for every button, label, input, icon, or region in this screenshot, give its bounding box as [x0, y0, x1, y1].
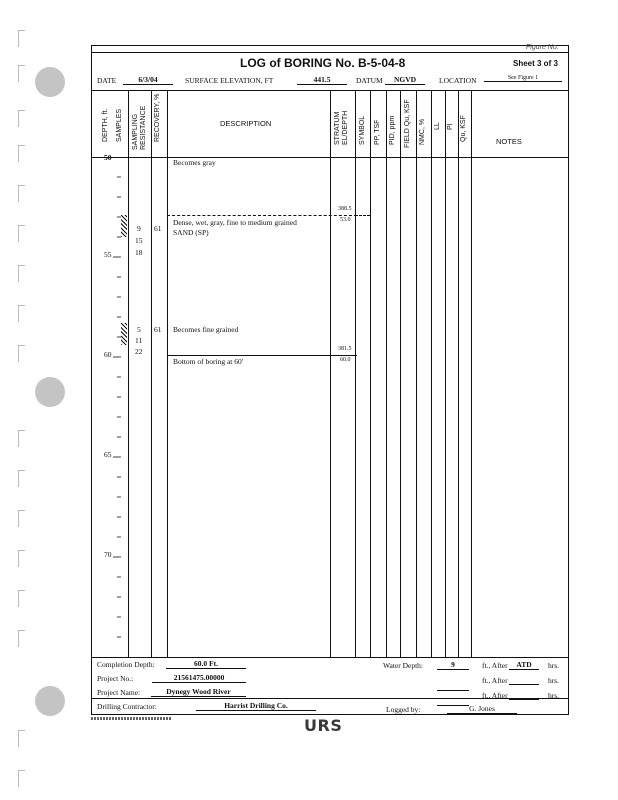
margin-mark: [18, 225, 25, 242]
description-text: SAND (SP): [173, 228, 209, 237]
ft-after-label: ft., After: [482, 691, 508, 700]
margin-mark: [18, 770, 25, 787]
column-rule: [471, 90, 472, 657]
logged-by-value: G. Jones: [447, 704, 517, 714]
sample-marker: [121, 323, 127, 345]
blank-field: [509, 699, 539, 700]
project-name-value: Dynegy Wood River: [151, 687, 246, 697]
project-no-value: 21561475.00000: [152, 673, 246, 683]
sheet-number: Sheet 3 of 3: [513, 59, 558, 68]
col-header-samples: SAMPLES: [116, 108, 123, 142]
column-rule: [167, 90, 168, 657]
completion-depth-label: Completion Depth:: [97, 660, 155, 669]
description-text: Dense, wet, gray, fine to medium grained: [173, 218, 297, 227]
depth-label: 50: [104, 153, 112, 162]
column-rule: [416, 90, 417, 657]
margin-mark: [18, 470, 25, 487]
depth-label: 60: [104, 350, 112, 359]
col-header-description: DESCRIPTION: [220, 119, 272, 128]
stratum-elevation: 388.5: [338, 206, 352, 212]
description-text: Becomes gray: [173, 158, 216, 167]
margin-mark: [18, 510, 25, 527]
stratum-depth: 53.0: [340, 217, 351, 223]
project-no-label: Project No.:: [97, 674, 134, 683]
col-header-depth: DEPTH, ft.: [102, 108, 109, 142]
col-header-nmc: NMC, %: [419, 118, 426, 145]
figure-number: Figure No.: [526, 44, 559, 51]
description-text: Bottom of boring at 60': [173, 357, 244, 366]
margin-mark: [18, 65, 25, 82]
contractor-value: Harrist Drilling Co.: [196, 701, 316, 711]
col-header-ll: LL: [434, 122, 441, 130]
depth-label: 70: [104, 550, 112, 559]
margin-mark: [18, 730, 25, 747]
contractor-label: Drilling Contractor:: [97, 702, 157, 711]
margin-mark: [18, 145, 25, 162]
col-header-recovery: RECOVERY, %: [154, 93, 161, 142]
col-header-stratum: STRATUM: [334, 111, 341, 145]
col-header-notes: NOTES: [496, 137, 522, 146]
elevation-label: SURFACE ELEVATION, FT: [185, 76, 274, 85]
column-rule: [431, 90, 432, 657]
stratum-boundary: [167, 215, 357, 216]
depth-label: 65: [104, 450, 112, 459]
date-label: DATE: [97, 76, 117, 85]
date-value: 6/3/04: [123, 75, 173, 85]
punch-hole: [35, 377, 65, 407]
after-atd-value: ATD: [509, 660, 539, 670]
location-label: LOCATION: [439, 76, 477, 85]
blow-count: 9: [137, 224, 141, 233]
description-text: Becomes fine grained: [173, 325, 239, 334]
sample-marker: [121, 215, 127, 237]
column-rule: [330, 90, 331, 657]
margin-mark: [18, 590, 25, 607]
punch-hole: [35, 67, 65, 97]
urs-logo: URS: [304, 716, 343, 735]
margin-mark: [18, 430, 25, 447]
page-title: LOG of BORING No. B-5-04-8: [240, 56, 406, 70]
project-name-label: Project Name:: [97, 688, 141, 697]
margin-mark: [18, 345, 25, 362]
col-header-symbol: SYMBOL: [359, 115, 366, 145]
water-depth-label: Water Depth:: [383, 661, 424, 670]
margin-mark: [18, 265, 25, 282]
stratum-boundary: [167, 355, 357, 356]
column-rule: [400, 90, 401, 657]
col-header-pi: PI: [447, 123, 454, 130]
depth-label: 55: [104, 250, 112, 259]
logged-by-label: Logged by:: [386, 705, 421, 714]
elevation-value: 441.5: [297, 75, 347, 85]
water-depth-value: 9: [437, 660, 469, 670]
col-header-pid: PID, ppm: [389, 115, 396, 145]
stratum-boundary: [355, 215, 370, 216]
datum-label: DATUM: [356, 76, 383, 85]
col-header-resistance: RESISTANCE: [140, 105, 147, 150]
col-header-pp: PP, TSF: [374, 119, 381, 145]
col-header-el-depth: EL/DEPTH: [342, 110, 349, 145]
recovery-value: 61: [154, 325, 162, 334]
hrs-label: hrs.: [548, 661, 560, 670]
blow-count: 11: [135, 336, 143, 345]
hrs-label: hrs.: [548, 691, 560, 700]
datum-value: NGVD: [385, 75, 425, 85]
blank-field: [509, 684, 539, 685]
col-header-qu: Qu, KSF: [460, 115, 467, 142]
col-header-sampling: SAMPLING: [132, 113, 139, 150]
punch-hole: [35, 686, 65, 716]
fine-print: [91, 717, 171, 720]
column-rule: [445, 90, 446, 657]
blow-count: 22: [135, 347, 143, 356]
stratum-depth: 60.0: [340, 357, 351, 363]
ft-after-label: ft., After: [482, 676, 508, 685]
completion-depth-value: 60.0 Ft.: [166, 659, 246, 669]
margin-mark: [18, 630, 25, 647]
blank-field: [437, 682, 469, 691]
margin-mark: [18, 30, 25, 47]
divider: [91, 52, 569, 53]
margin-mark: [18, 110, 25, 127]
margin-mark: [18, 550, 25, 567]
blow-count: 15: [135, 236, 143, 245]
divider: [91, 657, 569, 658]
column-rule: [458, 90, 459, 657]
hrs-label: hrs.: [548, 676, 560, 685]
column-rule: [386, 90, 387, 657]
ft-after-label: ft., After: [482, 661, 508, 670]
location-value: See Figure 1: [484, 75, 562, 82]
blow-count: 18: [135, 248, 143, 257]
stratum-elevation: 381.5: [338, 346, 352, 352]
blow-count: 5: [137, 325, 141, 334]
column-rule: [355, 90, 356, 657]
col-header-field-qu: FIELD Qu, KSF: [404, 99, 411, 148]
column-rule: [370, 90, 371, 657]
margin-mark: [18, 305, 25, 322]
recovery-value: 61: [154, 224, 162, 233]
column-rule: [151, 90, 152, 657]
margin-mark: [18, 185, 25, 202]
